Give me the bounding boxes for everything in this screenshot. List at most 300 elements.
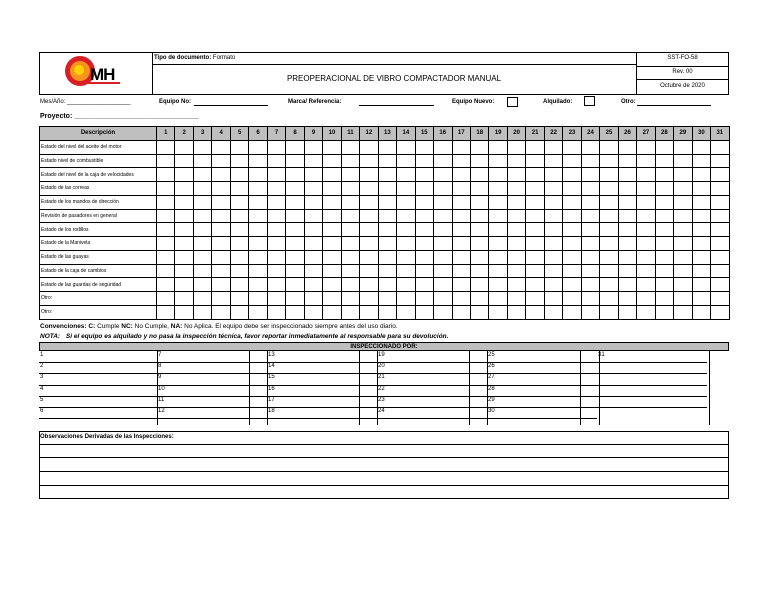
check-cell[interactable] [415, 209, 433, 223]
check-cell[interactable] [193, 154, 211, 168]
check-cell[interactable] [563, 154, 581, 168]
check-cell[interactable] [674, 195, 692, 209]
check-cell[interactable] [249, 195, 267, 209]
check-cell[interactable] [249, 237, 267, 251]
inspector-slot[interactable] [597, 407, 707, 418]
check-cell[interactable] [618, 237, 636, 251]
check-cell[interactable] [267, 223, 285, 237]
check-cell[interactable] [692, 305, 710, 319]
check-cell[interactable] [212, 154, 230, 168]
inspector-slot[interactable] [39, 396, 157, 407]
check-cell[interactable] [415, 264, 433, 278]
check-cell[interactable] [526, 237, 544, 251]
check-cell[interactable] [193, 168, 211, 182]
check-cell[interactable] [674, 250, 692, 264]
check-cell[interactable] [434, 223, 452, 237]
check-cell[interactable] [157, 278, 175, 292]
check-cell[interactable] [415, 237, 433, 251]
check-cell[interactable] [637, 223, 655, 237]
check-cell[interactable] [452, 140, 470, 154]
check-cell[interactable] [230, 237, 248, 251]
check-cell[interactable] [692, 140, 710, 154]
check-cell[interactable] [489, 292, 507, 306]
check-cell[interactable] [674, 182, 692, 196]
check-cell[interactable] [286, 305, 304, 319]
check-cell[interactable] [470, 168, 488, 182]
check-cell[interactable] [341, 292, 359, 306]
check-cell[interactable] [415, 292, 433, 306]
check-cell[interactable] [544, 195, 562, 209]
check-cell[interactable] [249, 305, 267, 319]
check-cell[interactable] [434, 250, 452, 264]
check-cell[interactable] [507, 237, 525, 251]
check-cell[interactable] [581, 292, 599, 306]
inspector-slot[interactable] [267, 363, 377, 374]
check-cell[interactable] [674, 278, 692, 292]
check-cell[interactable] [452, 305, 470, 319]
check-cell[interactable] [692, 250, 710, 264]
check-cell[interactable] [507, 168, 525, 182]
check-cell[interactable] [692, 195, 710, 209]
check-cell[interactable] [637, 195, 655, 209]
check-cell[interactable] [378, 264, 396, 278]
check-cell[interactable] [175, 140, 193, 154]
check-cell[interactable] [711, 250, 729, 264]
check-cell[interactable] [212, 195, 230, 209]
check-cell[interactable] [637, 154, 655, 168]
check-cell[interactable] [692, 237, 710, 251]
check-cell[interactable] [637, 237, 655, 251]
check-cell[interactable] [341, 195, 359, 209]
check-cell[interactable] [360, 195, 378, 209]
check-cell[interactable] [286, 250, 304, 264]
check-cell[interactable] [711, 209, 729, 223]
check-cell[interactable] [452, 154, 470, 168]
check-cell[interactable] [637, 182, 655, 196]
inspector-slot[interactable] [597, 352, 707, 363]
check-cell[interactable] [507, 209, 525, 223]
check-cell[interactable] [249, 250, 267, 264]
check-cell[interactable] [267, 209, 285, 223]
check-cell[interactable] [470, 305, 488, 319]
check-cell[interactable] [618, 182, 636, 196]
check-cell[interactable] [249, 223, 267, 237]
inspector-slot[interactable] [39, 385, 157, 396]
check-cell[interactable] [692, 182, 710, 196]
check-cell[interactable] [286, 278, 304, 292]
check-cell[interactable] [378, 250, 396, 264]
check-cell[interactable] [618, 168, 636, 182]
check-cell[interactable] [600, 264, 618, 278]
check-cell[interactable] [711, 223, 729, 237]
check-cell[interactable] [674, 292, 692, 306]
check-cell[interactable] [526, 264, 544, 278]
check-cell[interactable] [581, 223, 599, 237]
inspector-slot[interactable] [597, 396, 707, 407]
check-cell[interactable] [470, 237, 488, 251]
check-cell[interactable] [637, 278, 655, 292]
check-cell[interactable] [360, 168, 378, 182]
check-cell[interactable] [175, 168, 193, 182]
marca-referencia-input[interactable] [359, 105, 434, 106]
check-cell[interactable] [212, 168, 230, 182]
check-cell[interactable] [249, 278, 267, 292]
check-cell[interactable] [157, 195, 175, 209]
check-cell[interactable] [193, 195, 211, 209]
check-cell[interactable] [526, 140, 544, 154]
check-cell[interactable] [655, 292, 673, 306]
check-cell[interactable] [434, 264, 452, 278]
check-cell[interactable] [489, 264, 507, 278]
check-cell[interactable] [452, 250, 470, 264]
alquilado-checkbox[interactable] [584, 96, 595, 106]
check-cell[interactable] [544, 209, 562, 223]
check-cell[interactable] [175, 223, 193, 237]
check-cell[interactable] [581, 182, 599, 196]
check-cell[interactable] [230, 209, 248, 223]
check-cell[interactable] [360, 264, 378, 278]
check-cell[interactable] [711, 237, 729, 251]
check-cell[interactable] [360, 278, 378, 292]
check-cell[interactable] [600, 182, 618, 196]
check-cell[interactable] [655, 264, 673, 278]
check-cell[interactable] [378, 140, 396, 154]
check-cell[interactable] [157, 182, 175, 196]
check-cell[interactable] [230, 223, 248, 237]
check-cell[interactable] [507, 154, 525, 168]
check-cell[interactable] [526, 250, 544, 264]
check-cell[interactable] [618, 278, 636, 292]
check-cell[interactable] [489, 195, 507, 209]
check-cell[interactable] [507, 140, 525, 154]
check-cell[interactable] [212, 292, 230, 306]
check-cell[interactable] [637, 264, 655, 278]
check-cell[interactable] [600, 223, 618, 237]
check-cell[interactable] [230, 292, 248, 306]
inspector-slot[interactable] [157, 352, 267, 363]
check-cell[interactable] [581, 264, 599, 278]
check-cell[interactable] [415, 305, 433, 319]
check-cell[interactable] [249, 154, 267, 168]
check-cell[interactable] [157, 250, 175, 264]
inspector-slot[interactable] [377, 374, 487, 385]
mes-ano-field[interactable]: Mes/Año: ___________________ [40, 99, 131, 105]
check-cell[interactable] [304, 223, 322, 237]
check-cell[interactable] [193, 182, 211, 196]
inspector-slot[interactable] [377, 396, 487, 407]
check-cell[interactable] [249, 292, 267, 306]
check-cell[interactable] [526, 195, 544, 209]
check-cell[interactable] [212, 278, 230, 292]
inspector-slot[interactable] [39, 352, 157, 363]
check-cell[interactable] [526, 209, 544, 223]
check-cell[interactable] [711, 140, 729, 154]
inspector-slot[interactable] [267, 374, 377, 385]
check-cell[interactable] [674, 154, 692, 168]
inspector-slot[interactable] [157, 374, 267, 385]
check-cell[interactable] [397, 223, 415, 237]
check-cell[interactable] [378, 209, 396, 223]
check-cell[interactable] [544, 140, 562, 154]
check-cell[interactable] [304, 250, 322, 264]
check-cell[interactable] [267, 250, 285, 264]
check-cell[interactable] [378, 182, 396, 196]
check-cell[interactable] [581, 168, 599, 182]
check-cell[interactable] [323, 305, 341, 319]
check-cell[interactable] [655, 250, 673, 264]
check-cell[interactable] [470, 209, 488, 223]
check-cell[interactable] [230, 250, 248, 264]
check-cell[interactable] [267, 154, 285, 168]
check-cell[interactable] [581, 154, 599, 168]
check-cell[interactable] [267, 305, 285, 319]
check-cell[interactable] [323, 292, 341, 306]
check-cell[interactable] [341, 168, 359, 182]
check-cell[interactable] [452, 182, 470, 196]
check-cell[interactable] [489, 305, 507, 319]
check-cell[interactable] [212, 264, 230, 278]
check-cell[interactable] [526, 168, 544, 182]
check-cell[interactable] [470, 195, 488, 209]
check-cell[interactable] [563, 278, 581, 292]
check-cell[interactable] [581, 305, 599, 319]
check-cell[interactable] [304, 305, 322, 319]
check-cell[interactable] [618, 250, 636, 264]
check-cell[interactable] [304, 209, 322, 223]
check-cell[interactable] [674, 237, 692, 251]
check-cell[interactable] [175, 237, 193, 251]
check-cell[interactable] [230, 195, 248, 209]
check-cell[interactable] [434, 140, 452, 154]
check-cell[interactable] [267, 264, 285, 278]
check-cell[interactable] [434, 195, 452, 209]
check-cell[interactable] [323, 182, 341, 196]
check-cell[interactable] [212, 250, 230, 264]
check-cell[interactable] [341, 140, 359, 154]
check-cell[interactable] [526, 278, 544, 292]
check-cell[interactable] [378, 154, 396, 168]
check-cell[interactable] [600, 195, 618, 209]
inspector-slot[interactable] [157, 363, 267, 374]
check-cell[interactable] [193, 264, 211, 278]
check-cell[interactable] [674, 209, 692, 223]
check-cell[interactable] [286, 168, 304, 182]
check-cell[interactable] [507, 278, 525, 292]
check-cell[interactable] [157, 292, 175, 306]
check-cell[interactable] [249, 140, 267, 154]
check-cell[interactable] [157, 168, 175, 182]
check-cell[interactable] [323, 237, 341, 251]
inspector-slot[interactable] [39, 374, 157, 385]
inspector-slot[interactable] [157, 385, 267, 396]
check-cell[interactable] [175, 264, 193, 278]
check-cell[interactable] [212, 182, 230, 196]
check-cell[interactable] [397, 140, 415, 154]
check-cell[interactable] [655, 278, 673, 292]
check-cell[interactable] [563, 209, 581, 223]
check-cell[interactable] [563, 292, 581, 306]
check-cell[interactable] [600, 168, 618, 182]
check-cell[interactable] [249, 168, 267, 182]
check-cell[interactable] [323, 168, 341, 182]
check-cell[interactable] [618, 154, 636, 168]
check-cell[interactable] [489, 154, 507, 168]
check-cell[interactable] [600, 250, 618, 264]
check-cell[interactable] [600, 154, 618, 168]
check-cell[interactable] [397, 209, 415, 223]
check-cell[interactable] [489, 278, 507, 292]
inspector-slot[interactable] [597, 385, 707, 396]
check-cell[interactable] [470, 140, 488, 154]
check-cell[interactable] [378, 305, 396, 319]
check-cell[interactable] [544, 264, 562, 278]
check-cell[interactable] [157, 209, 175, 223]
check-cell[interactable] [507, 305, 525, 319]
check-cell[interactable] [157, 223, 175, 237]
check-cell[interactable] [674, 264, 692, 278]
check-cell[interactable] [544, 305, 562, 319]
check-cell[interactable] [175, 195, 193, 209]
check-cell[interactable] [397, 182, 415, 196]
check-cell[interactable] [415, 182, 433, 196]
check-cell[interactable] [267, 237, 285, 251]
check-cell[interactable] [711, 154, 729, 168]
inspector-slot[interactable] [267, 385, 377, 396]
check-cell[interactable] [304, 195, 322, 209]
check-cell[interactable] [434, 305, 452, 319]
inspector-slot[interactable] [157, 407, 267, 418]
check-cell[interactable] [581, 195, 599, 209]
check-cell[interactable] [230, 154, 248, 168]
check-cell[interactable] [434, 182, 452, 196]
check-cell[interactable] [655, 154, 673, 168]
check-cell[interactable] [581, 209, 599, 223]
check-cell[interactable] [452, 264, 470, 278]
check-cell[interactable] [618, 140, 636, 154]
check-cell[interactable] [434, 154, 452, 168]
check-cell[interactable] [378, 223, 396, 237]
check-cell[interactable] [175, 305, 193, 319]
check-cell[interactable] [507, 223, 525, 237]
check-cell[interactable] [452, 278, 470, 292]
check-cell[interactable] [360, 223, 378, 237]
check-cell[interactable] [489, 168, 507, 182]
check-cell[interactable] [341, 250, 359, 264]
check-cell[interactable] [526, 305, 544, 319]
check-cell[interactable] [267, 182, 285, 196]
check-cell[interactable] [544, 250, 562, 264]
check-cell[interactable] [415, 278, 433, 292]
check-cell[interactable] [637, 305, 655, 319]
inspector-slot[interactable] [39, 407, 157, 418]
check-cell[interactable] [397, 292, 415, 306]
check-cell[interactable] [175, 278, 193, 292]
check-cell[interactable] [157, 237, 175, 251]
check-cell[interactable] [360, 250, 378, 264]
check-cell[interactable] [249, 264, 267, 278]
inspector-slot[interactable] [267, 352, 377, 363]
check-cell[interactable] [304, 292, 322, 306]
check-cell[interactable] [230, 182, 248, 196]
check-cell[interactable] [286, 292, 304, 306]
check-cell[interactable] [286, 182, 304, 196]
check-cell[interactable] [415, 195, 433, 209]
check-cell[interactable] [434, 168, 452, 182]
check-cell[interactable] [434, 278, 452, 292]
check-cell[interactable] [711, 195, 729, 209]
check-cell[interactable] [193, 292, 211, 306]
otro-input[interactable] [637, 105, 711, 106]
check-cell[interactable] [581, 250, 599, 264]
check-cell[interactable] [637, 168, 655, 182]
check-cell[interactable] [249, 182, 267, 196]
check-cell[interactable] [304, 154, 322, 168]
check-cell[interactable] [360, 292, 378, 306]
check-cell[interactable] [655, 305, 673, 319]
check-cell[interactable] [157, 305, 175, 319]
check-cell[interactable] [323, 140, 341, 154]
check-cell[interactable] [378, 168, 396, 182]
check-cell[interactable] [434, 237, 452, 251]
check-cell[interactable] [434, 292, 452, 306]
check-cell[interactable] [470, 182, 488, 196]
check-cell[interactable] [452, 195, 470, 209]
check-cell[interactable] [618, 209, 636, 223]
observations-box[interactable] [39, 431, 729, 499]
check-cell[interactable] [637, 140, 655, 154]
check-cell[interactable] [526, 182, 544, 196]
check-cell[interactable] [341, 264, 359, 278]
check-cell[interactable] [175, 209, 193, 223]
proyecto-field[interactable]: Proyecto: ________________________________ [40, 113, 199, 120]
check-cell[interactable] [692, 223, 710, 237]
check-cell[interactable] [637, 209, 655, 223]
check-cell[interactable] [470, 278, 488, 292]
check-cell[interactable] [692, 264, 710, 278]
check-cell[interactable] [692, 292, 710, 306]
check-cell[interactable] [692, 168, 710, 182]
check-cell[interactable] [581, 140, 599, 154]
check-cell[interactable] [655, 140, 673, 154]
check-cell[interactable] [618, 264, 636, 278]
check-cell[interactable] [563, 264, 581, 278]
check-cell[interactable] [692, 154, 710, 168]
check-cell[interactable] [323, 278, 341, 292]
check-cell[interactable] [341, 223, 359, 237]
check-cell[interactable] [470, 264, 488, 278]
check-cell[interactable] [323, 250, 341, 264]
check-cell[interactable] [286, 264, 304, 278]
check-cell[interactable] [434, 209, 452, 223]
inspector-slot[interactable] [267, 396, 377, 407]
inspector-slot[interactable] [377, 352, 487, 363]
check-cell[interactable] [526, 154, 544, 168]
check-cell[interactable] [618, 223, 636, 237]
check-cell[interactable] [674, 305, 692, 319]
check-cell[interactable] [452, 209, 470, 223]
check-cell[interactable] [544, 237, 562, 251]
check-cell[interactable] [655, 195, 673, 209]
check-cell[interactable] [360, 140, 378, 154]
check-cell[interactable] [341, 305, 359, 319]
check-cell[interactable] [341, 154, 359, 168]
inspector-slot[interactable] [377, 385, 487, 396]
check-cell[interactable] [230, 305, 248, 319]
check-cell[interactable] [618, 195, 636, 209]
check-cell[interactable] [286, 223, 304, 237]
check-cell[interactable] [489, 237, 507, 251]
check-cell[interactable] [193, 237, 211, 251]
